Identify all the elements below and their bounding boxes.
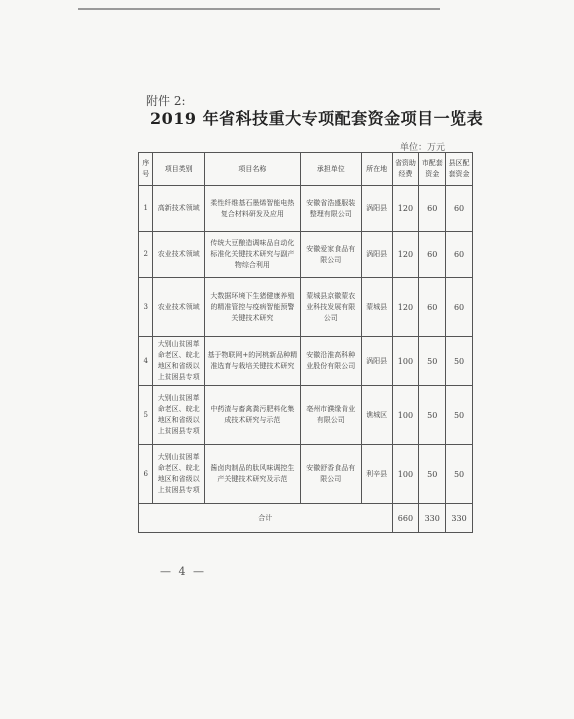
cell-organization: 蒙城县京徽蒙农业科技发展有限公司	[300, 278, 361, 337]
total-row	[139, 504, 473, 533]
column-header: 项目类别	[153, 153, 205, 186]
cell-location: 涡阳县	[361, 186, 392, 232]
cell-category: 农业技术领域	[153, 232, 205, 278]
cell-city-funds: 50	[419, 445, 446, 504]
cell-provincial-funds: 100	[392, 337, 419, 386]
cell-project-name: 中药渣与畜禽粪污肥料化集成技术研究与示范	[204, 386, 300, 445]
cell-category: 大别山贫困革命老区、皖北地区和省级以上贫困县专项	[153, 445, 205, 504]
cell-organization: 安徽舒香食品有限公司	[300, 445, 361, 504]
cell-index: 1	[139, 186, 153, 232]
cell-location: 蒙城县	[361, 278, 392, 337]
cell-project-name: 柔性纤维基石墨烯智能电热复合材料研发及应用	[204, 186, 300, 232]
cell-city-funds: 50	[419, 337, 446, 386]
column-header: 市配套资金	[419, 153, 446, 186]
cell-city-funds: 60	[419, 232, 446, 278]
cell-organization: 安徽沿淮高科种业股份有限公司	[300, 337, 361, 386]
cell-provincial-funds: 100	[392, 445, 419, 504]
cell-county-funds: 50	[446, 337, 473, 386]
cell-category: 高新技术领域	[153, 186, 205, 232]
total-label: 合计	[139, 504, 393, 533]
column-header: 序号	[139, 153, 153, 186]
cell-project-name: 酱卤肉制品的肽风味调控生产关键技术研究及示范	[204, 445, 300, 504]
cell-category: 农业技术领域	[153, 278, 205, 337]
cell-index: 6	[139, 445, 153, 504]
table-row	[139, 232, 473, 278]
cell-index: 5	[139, 386, 153, 445]
header-row	[139, 153, 473, 186]
cell-organization: 亳州市濮缘肯业有限公司	[300, 386, 361, 445]
cell-project-name: 大数据环境下生猪健康养殖的精准管控与疫病智能预警关键技术研究	[204, 278, 300, 337]
table-row	[139, 386, 473, 445]
total-county-funds: 330	[446, 504, 473, 533]
column-header: 省资助经费	[392, 153, 419, 186]
table-row	[139, 445, 473, 504]
cell-index: 4	[139, 337, 153, 386]
cell-county-funds: 50	[446, 386, 473, 445]
cell-county-funds: 60	[446, 278, 473, 337]
cell-index: 3	[139, 278, 153, 337]
attachment-label: 附件 2:	[146, 94, 186, 108]
table-row	[139, 278, 473, 337]
column-header: 项目名称	[204, 153, 300, 186]
unit-label: 单位：万元	[400, 143, 446, 153]
page-title: 2019 年省科技重大专项配套资金项目一览表	[150, 109, 484, 128]
column-header: 所在地	[361, 153, 392, 186]
cell-organization: 安徽省浩盛服装整理有限公司	[300, 186, 361, 232]
cell-city-funds: 50	[419, 386, 446, 445]
column-header: 承担单位	[300, 153, 361, 186]
cell-project-name: 传统大豆酿造调味品自动化标准化关键技术研究与副产物综合利用	[204, 232, 300, 278]
cell-location: 谯城区	[361, 386, 392, 445]
cell-city-funds: 60	[419, 278, 446, 337]
table-row	[139, 186, 473, 232]
cell-location: 涡阳县	[361, 337, 392, 386]
cell-provincial-funds: 120	[392, 232, 419, 278]
cell-location: 涡阳县	[361, 232, 392, 278]
cell-organization: 安徽爱家食品有限公司	[300, 232, 361, 278]
page-number: — 4 —	[160, 565, 206, 578]
cell-provincial-funds: 120	[392, 186, 419, 232]
cell-provincial-funds: 120	[392, 278, 419, 337]
total-city-funds: 330	[419, 504, 446, 533]
top-rule	[78, 8, 440, 10]
cell-project-name: 基于物联网+的河桃新品种精准选育与栽培关键技术研究	[204, 337, 300, 386]
cell-index: 2	[139, 232, 153, 278]
project-table	[138, 152, 473, 533]
cell-category: 大别山贫困革命老区、皖北地区和省级以上贫困县专项	[153, 337, 205, 386]
table-row	[139, 337, 473, 386]
cell-city-funds: 60	[419, 186, 446, 232]
cell-category: 大别山贫困革命老区、皖北地区和省级以上贫困县专项	[153, 386, 205, 445]
cell-county-funds: 50	[446, 445, 473, 504]
cell-county-funds: 60	[446, 186, 473, 232]
cell-location: 利辛县	[361, 445, 392, 504]
column-header: 县区配套资金	[446, 153, 473, 186]
cell-county-funds: 60	[446, 232, 473, 278]
total-provincial-funds: 660	[392, 504, 419, 533]
cell-provincial-funds: 100	[392, 386, 419, 445]
